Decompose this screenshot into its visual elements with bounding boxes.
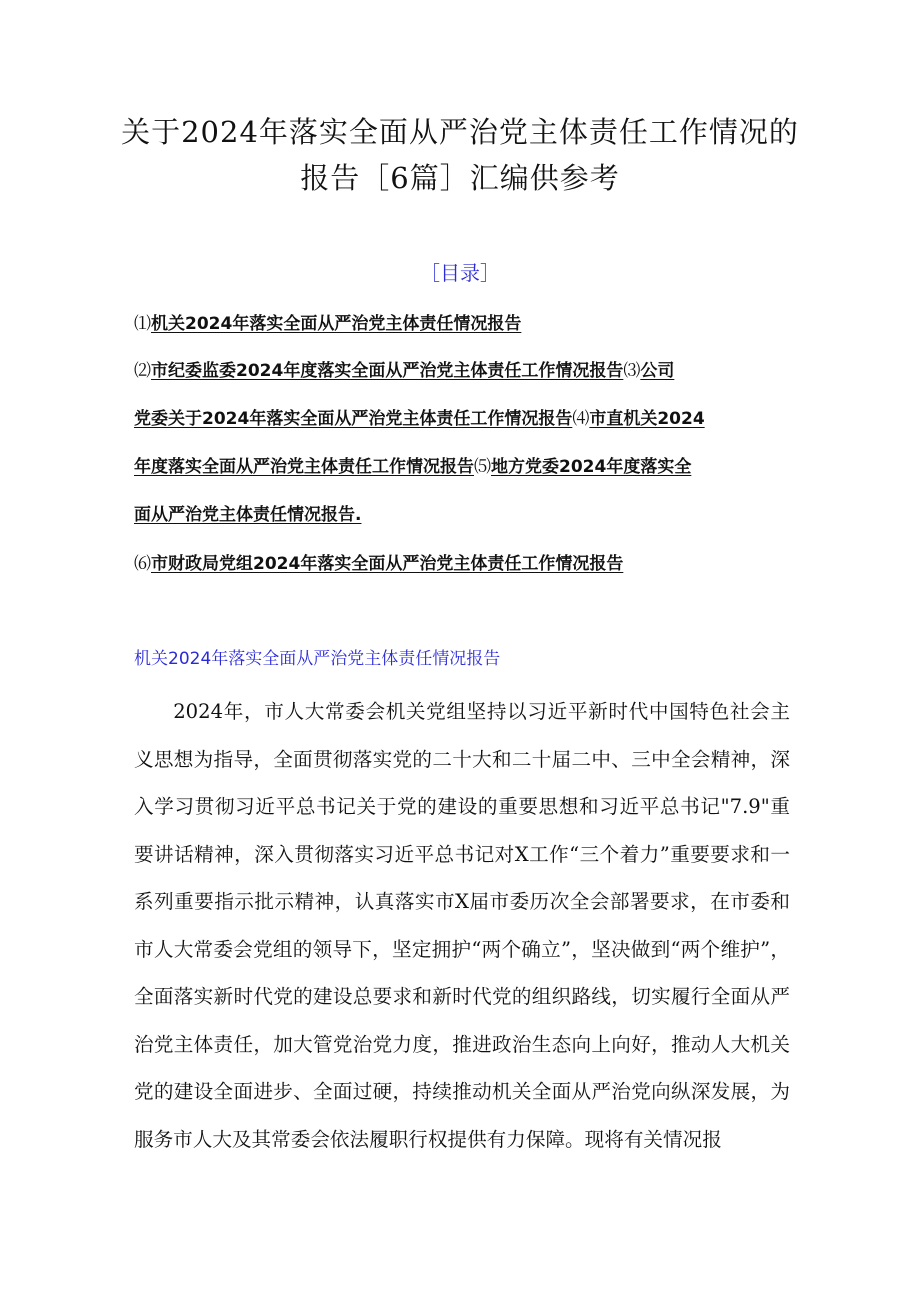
toc-number-5: ⑸ — [474, 457, 491, 477]
toc-link-6[interactable]: 市财政局党组2024年落实全面从严治党主体责任工作情况报告 — [151, 554, 624, 574]
toc-link-2[interactable]: 市纪委监委2024年度落实全面从严治党主体责任工作情况报告 — [151, 361, 624, 381]
section-heading: 机关2024年落实全面从严治党主体责任情况报告 — [134, 649, 501, 669]
toc-link-5-part-2[interactable]: 面从严治党主体责任情况报告. — [134, 505, 362, 525]
toc-link-5-part-1[interactable]: 地方党委2024年度落实全 — [491, 457, 692, 477]
document-title-line-2: 报告［6篇］汇编供参考 — [300, 161, 620, 195]
toc-line-3 — [134, 404, 705, 434]
toc-number-1: ⑴ — [134, 314, 151, 334]
toc-link-3-part-1[interactable]: 公司 — [640, 361, 675, 381]
toc-number-4: ⑷ — [572, 409, 590, 429]
toc-heading: ［目录］ — [420, 261, 500, 285]
toc-link-3-part-2[interactable]: 党委关于2024年落实全面从严治党主体责任工作情况报告 — [134, 409, 573, 429]
toc-line-2 — [134, 356, 674, 386]
document-title-line-1: 关于2024年落实全面从严治党主体责任工作情况的 — [121, 115, 799, 149]
toc-link-4-part-1[interactable]: 市直机关2024 — [589, 409, 705, 429]
toc-number-6: ⑹ — [134, 554, 151, 574]
toc-line-6 — [134, 549, 623, 579]
toc-number-3: ⑶ — [623, 361, 641, 381]
body-paragraph: 2024年，市人大常委会机关党组坚持以习近平新时代中国特色社会主义思想为指导，全面贯彻落实党的二十大和二十届二中、三中全会精神，深入学习贯彻习近平总书记关于党的建设的重要思想和习近平总书记"7.9"重要讲话精神，深入贯彻落实习近平总书记对X工作“三个着力”重要要求和一系列重要指示批示精神，认真落实市X届市委历次全会部署要求，在市委和市人大常委会党组的领导下，坚定拥护“两个确立”，坚决做到“两个维护”，全面落实新时代党的建设总要求和新时代党的组织路线，切实履行全面从严治党主体责任，加大管党治党力度，推进政治生态向上向好，推动人大机关党的建设全面进步、全面过硬，持续推动机关全面从严治党向纵深发展，为服务市人大及其常委会依法履职行权提供有力保障。现将有关情况报 — [134, 700, 790, 1151]
toc-number-2: ⑵ — [134, 361, 151, 381]
toc-line-1 — [134, 309, 521, 339]
toc-line-4 — [134, 452, 691, 482]
toc-link-1[interactable]: 机关2024年落实全面从严治党主体责任情况报告 — [151, 314, 522, 334]
toc-line-5 — [134, 500, 361, 530]
toc-link-4-part-2[interactable]: 年度落实全面从严治党主体责任工作情况报告 — [134, 457, 474, 477]
